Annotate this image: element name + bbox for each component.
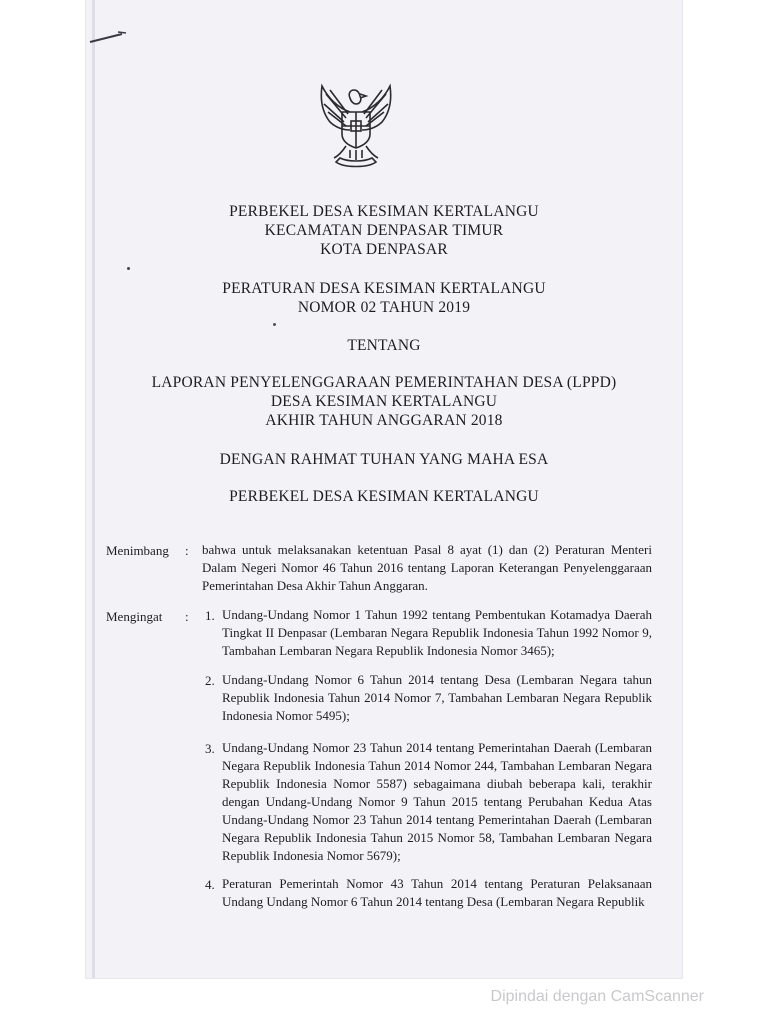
header-line-kota: KOTA DENPASAR [320,241,448,258]
ink-dot [127,267,130,270]
list-item-text: Undang-Undang Nomor 1 Tahun 1992 tentang Pembentukan Kotamadya Daerah Tingkat II Denpasar (Lembaran Negara Republik Indonesia Tahun 1992 Nomor 9, Tambahan Lembaran Negara Republik Indonesia Nomor 3465); [222,607,652,658]
list-item-number: 4. [205,877,215,892]
header-line-perbekel: PERBEKEL DESA KESIMAN KERTALANGU [229,203,539,220]
subject-line-2: DESA KESIMAN KERTALANGU [270,393,498,410]
list-item-text: Undang-Undang Nomor 6 Tahun 2014 tentang Desa (Lembaran Negara tahun Republik Indonesia Tahun 2014 Nomor 7, Tambahan Lembaran Negara Republik Indonesia Nomor 5495); [222,672,652,723]
about-label: TENTANG [347,337,421,354]
ink-dot [273,323,276,326]
garuda-emblem-icon [310,82,402,170]
menimbang-label: Menimbang [106,543,169,558]
list-item-text: Undang-Undang Nomor 23 Tahun 2014 tentang Pemerintahan Daerah (Lembaran Negara Republik Indonesia Tahun 2014 Nomor 244, Tambahan Lembaran Negara Republik Indonesia Nomor 5587) sebagaimana diubah beberapa kali, terakhir dengan Undang-Undang Nomor 9 Tahun 2015 tentang Perubahan Kedua Atas Undang-Undang Nomor 23 Tahun 2014 tentang Pemerintahan Daerah (Lembaran Negara Republik Indonesia Tahun 2015 Nomor 58, Tambahan Lembaran Negara Republik Indonesia Nomor 5679); [222,740,652,863]
list-item-text: Peraturan Pemerintah Nomor 43 Tahun 2014 tentang Peraturan Pelaksanaan Undang Undang Nomor 6 Tahun 2014 tentang Desa (Lembaran Negara Republik [222,876,652,909]
list-item-number: 1. [205,608,215,623]
pen-mark [88,30,128,46]
list-item-number: 3. [205,741,215,756]
menimbang-colon: : [185,543,189,558]
subject-line-3: AKHIR TAHUN ANGGARAN 2018 [265,412,503,429]
mengingat-colon: : [185,609,189,624]
regulation-title: PERATURAN DESA KESIMAN KERTALANGU [222,280,546,297]
mengingat-label: Mengingat [106,609,163,624]
regulation-number: NOMOR 02 TAHUN 2019 [297,299,471,316]
grace-line: DENGAN RAHMAT TUHAN YANG MAHA ESA [219,451,549,468]
list-item-number: 2. [205,673,215,688]
issuer-line: PERBEKEL DESA KESIMAN KERTALANGU [229,488,539,505]
menimbang-text: bahwa untuk melaksanakan ketentuan Pasal 8 ayat (1) dan (2) Peraturan Menteri Dalam Negeri Nomor 46 Tahun 2016 tentang Laporan Keterangan Penyelenggaraan Pemerintahan Desa Akhir Tahun Anggaran. [202,542,652,593]
header-line-kecamatan: KECAMATAN DENPASAR TIMUR [264,222,504,239]
camscanner-watermark: Dipindai dengan CamScanner [490,988,704,1005]
subject-line-1: LAPORAN PENYELENGGARAAN PEMERINTAHAN DESA (LPPD) [151,374,617,391]
